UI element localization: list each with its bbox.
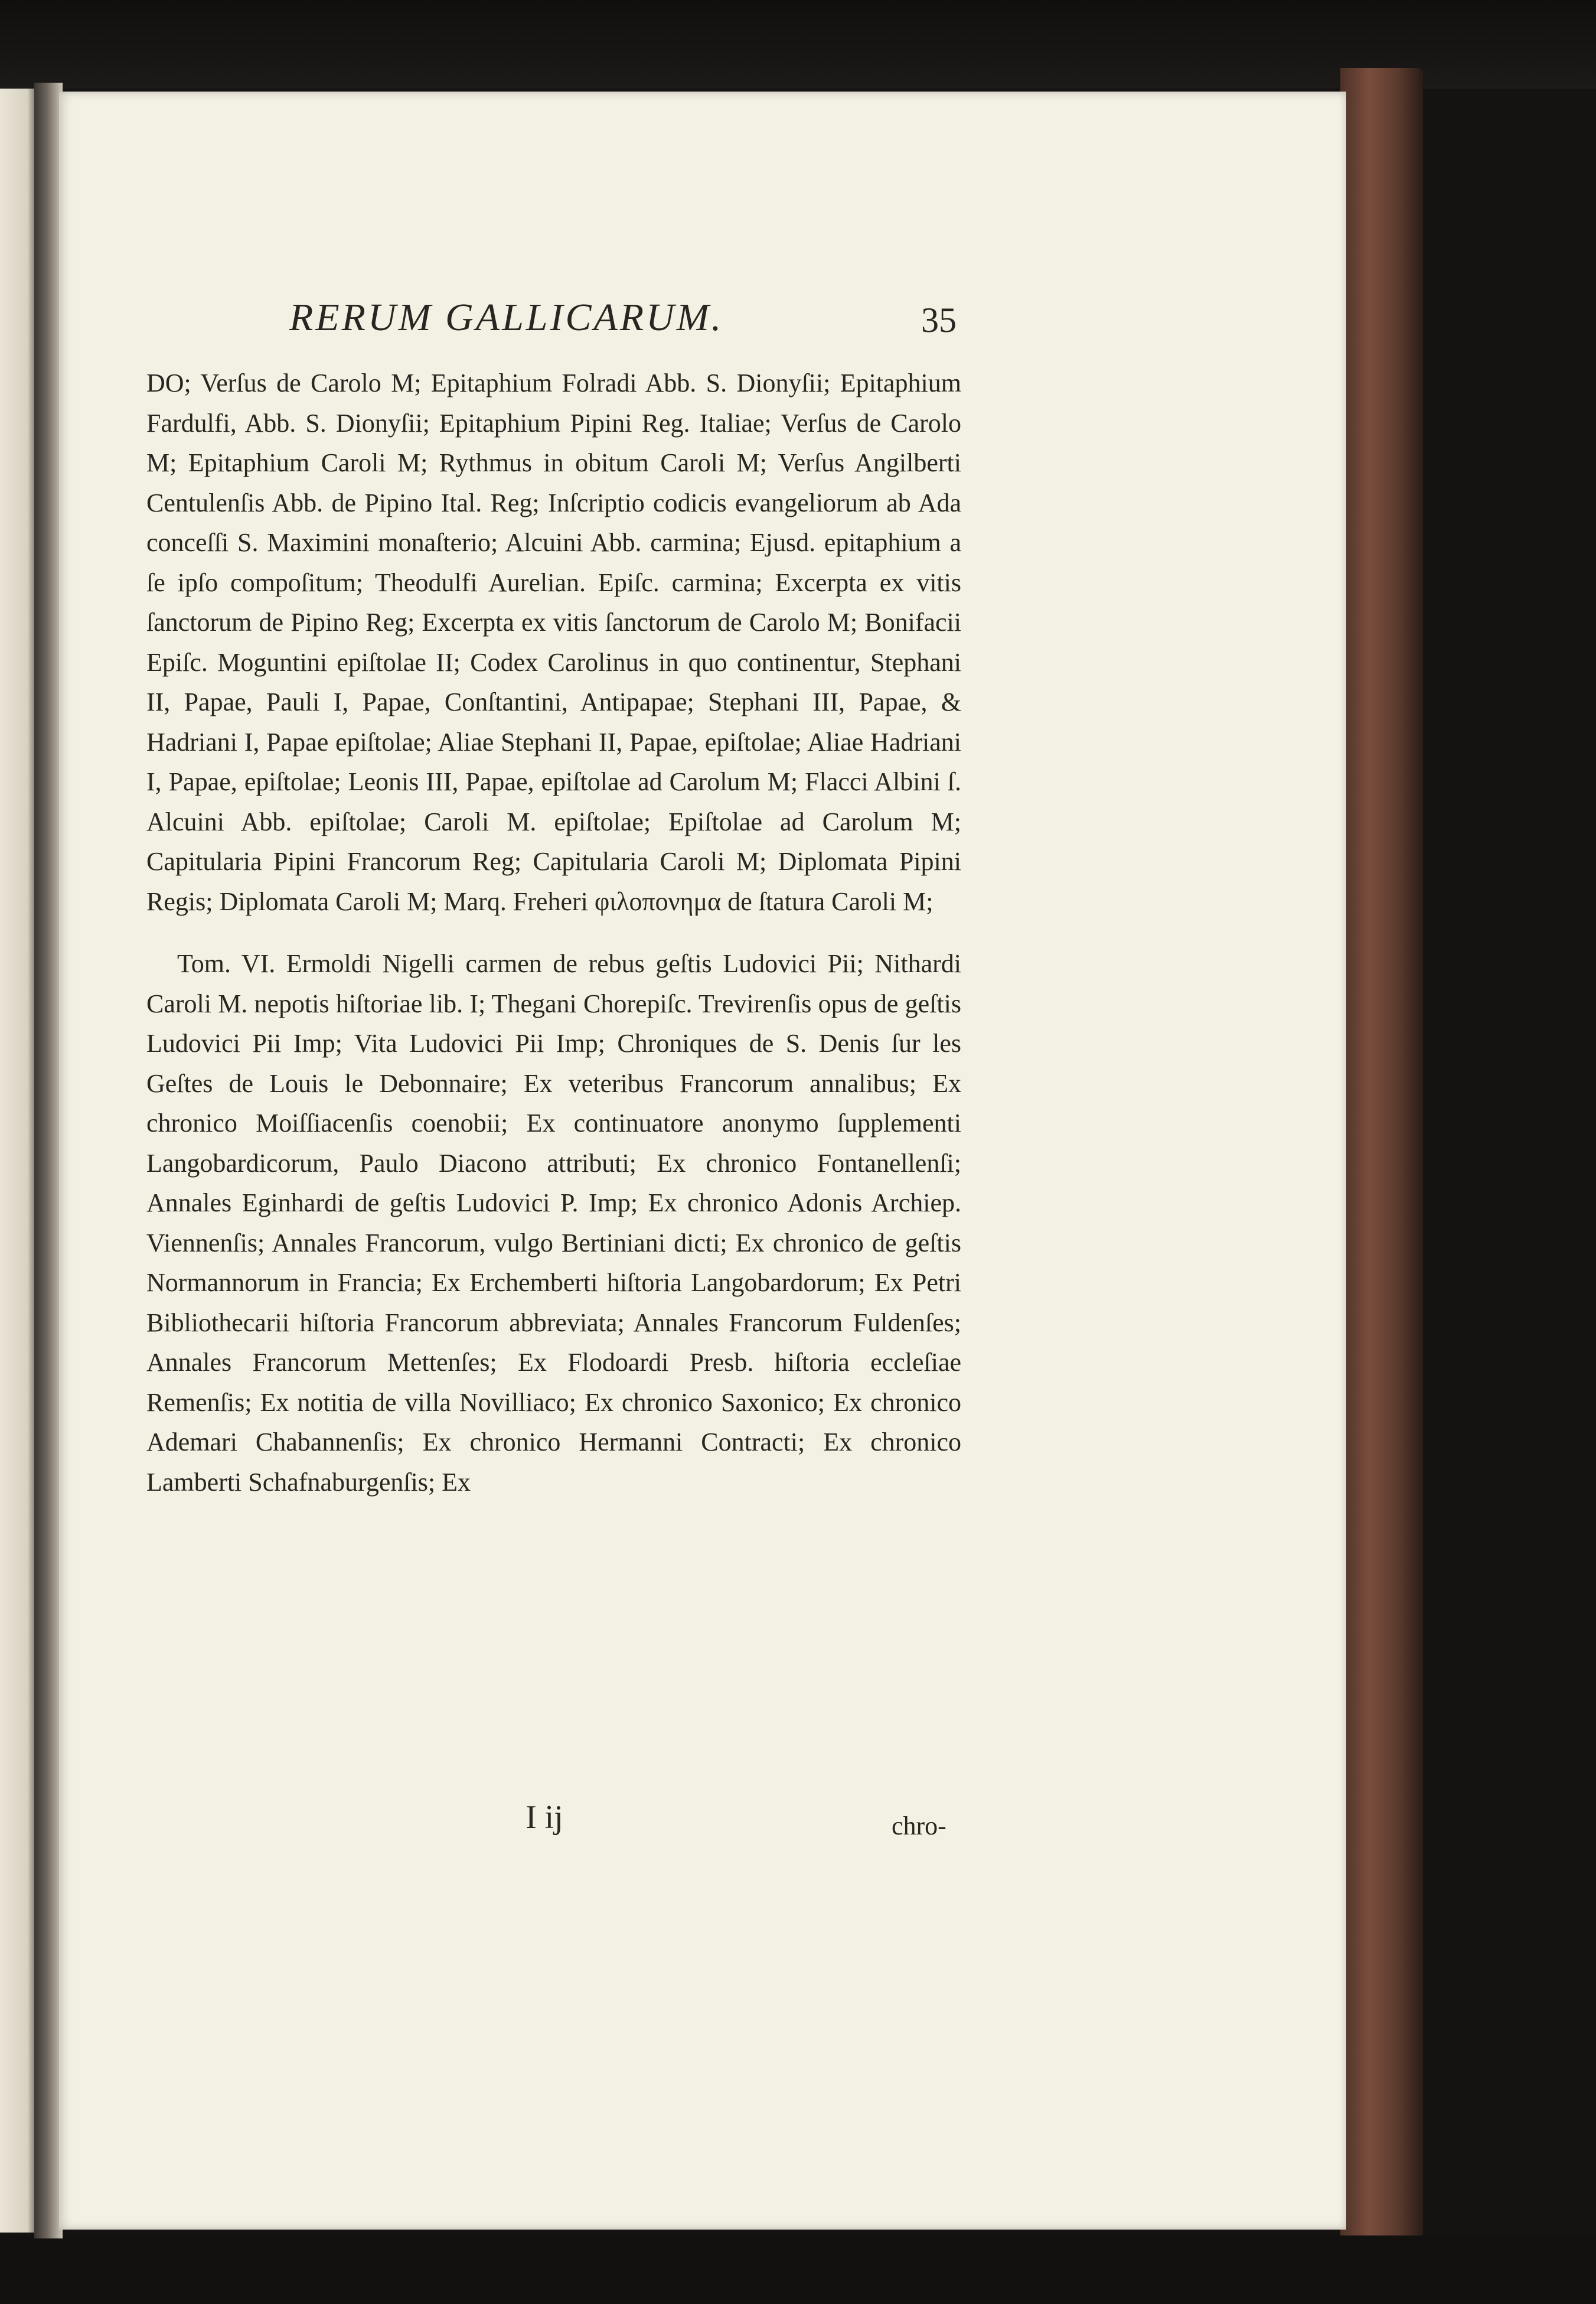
left-page-edge [0,89,34,2233]
body-text [146,363,961,1502]
book-cover-bottom [0,2235,1596,2304]
running-head [233,295,957,348]
running-title: RERUM GALLICARUM. [289,296,724,339]
book-cover-edge [1340,68,1423,2241]
book-gutter [34,83,63,2238]
paragraph-tom-vi: Tom. VI. Ermoldi Nigelli carmen de rebus geſtis Ludovici Pii; Nithardi Caroli M. nepotis hiſtoriae lib. I; Thegani Chorepiſc. Trevirenſis opus de geſtis Ludovici Pii Imp; Vita Ludovici Pii Imp; Chroniques de S. Denis ſur les Geſtes de Louis le Debonnaire; Ex veteribus Francorum annalibus; Ex chronico Moiſſiacenſis coenobii; Ex continuatore anonymo ſupplementi Langobardicorum, Paulo Diacono attributi; Ex chronico Fontanellenſi; Annales Eginhardi de geſtis Ludovici P. Imp; Ex chronico Adonis Archiep. Viennenſis; Annales Francorum, vulgo Bertiniani dicti; Ex chronico de geſtis Normannorum in Francia; Ex Erchemberti hiſtoria Langobardorum; Ex Petri Bibliothecarii hiſtoria Francorum abbreviata; Annales Francorum Fuldenſes; Annales Francorum Mettenſes; Ex Flodoardi Presb. hiſtoria eccleſiae Remenſis; Ex notitia de villa Novilliaco; Ex chronico Saxonico; Ex chronico Ademari Chabannenſis; Ex chronico Hermanni Contracti; Ex chronico Lamberti Schafnaburgenſis; Ex [146,949,961,1497]
page-number: 35 [921,301,957,340]
paragraph-continued: DO; Verſus de Carolo M; Epitaphium Folradi Abb. S. Dionyſii; Epitaphium Fardulfi, Abb. S. Dionyſii; Epitaphium Pipini Reg. Italiae; Verſus de Carolo M; Epitaphium Caroli M; Rythmus in obitum Caroli M; Verſus Angilberti Centulenſis Abb. de Pipino Ital. Reg; Inſcriptio codicis evangeliorum ab Ada conceſſi S. Maximini monaſterio; Alcuini Abb. carmina; Ejusd. epitaphium a ſe ipſo compoſitum; Theodulfi Aurelian. Epiſc. carmina; Excerpta ex vitis ſanctorum de Pipino Reg; Excerpta ex vitis ſanctorum de Carolo M; Bonifacii Epiſc. Moguntini epiſtolae II; Codex Carolinus in quo continentur, Stephani II, Papae, Pauli I, Papae, Conſtantini, Antipapae; Stephani III, Papae, & Hadriani I, Papae epiſtolae; Aliae Stephani II, Papae, epiſtolae; Aliae Hadriani I, Papae, epiſtolae; Leonis III, Papae, epiſtolae ad Carolum M; Flacci Albini ſ. Alcuini Abb. epiſtolae; Caroli M. epiſtolae; Epiſtolae ad Carolum M; Capitularia Pipini Francorum Reg; Capitularia Caroli M; Diplomata Pipini Regis; Diplomata Caroli M; Marq. Freheri φιλοπονημα de ſtatura Caroli M; [146,369,961,916]
signature-mark: I ij [526,1799,563,1836]
catchword: chro- [892,1811,946,1840]
